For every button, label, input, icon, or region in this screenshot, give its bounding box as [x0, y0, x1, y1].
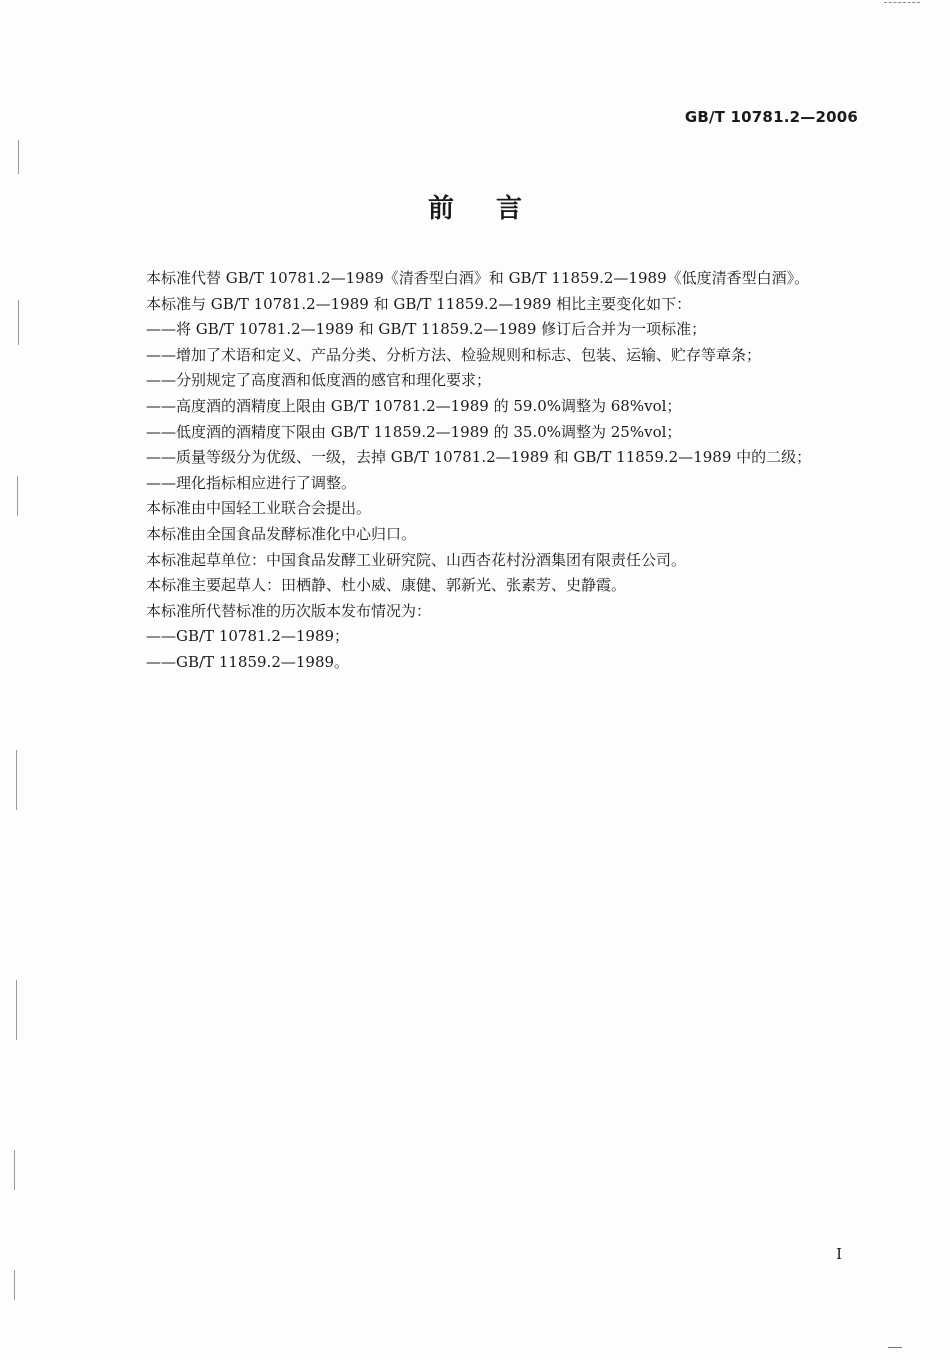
- preface-line: ——增加了术语和定义、产品分类、分析方法、检验规则和标志、包装、运输、贮存等章条；: [146, 345, 762, 364]
- preface-line: ——高度酒的酒精度上限由 GB/T 10781.2—1989 的 59.0%调整为 68%vol；: [146, 396, 682, 415]
- scan-artifact: [14, 1270, 15, 1300]
- page-title: 前言: [427, 194, 564, 224]
- preface-line: 本标准主要起草人：田栖静、杜小威、康健、郭新光、张素芳、史静霞。: [146, 576, 627, 595]
- preface-line: ——将 GB/T 10781.2—1989 和 GB/T 11859.2—1989 修订后合并为一项标准；: [146, 320, 707, 339]
- scan-artifact: [884, 2, 920, 11]
- preface-line: ——理化指标相应进行了调整。: [146, 473, 357, 492]
- preface-line: 本标准与 GB/T 10781.2—1989 和 GB/T 11859.2—1989 相比主要变化如下：: [146, 294, 692, 313]
- preface-body: [146, 266, 866, 676]
- preface-line: 本标准所代替标准的历次版本发布情况为：: [146, 601, 432, 620]
- scan-artifact: [18, 140, 19, 174]
- preface-line: ——GB/T 11859.2—1989。: [146, 652, 350, 671]
- preface-line: 本标准由中国轻工业联合会提出。: [146, 499, 372, 518]
- preface-line: 本标准代替 GB/T 10781.2—1989《清香型白酒》和 GB/T 11859.2—1989《低度清香型白酒》。: [146, 269, 810, 287]
- scan-artifact: [888, 1347, 902, 1348]
- page-number: I: [836, 1245, 842, 1263]
- scan-artifact: [16, 980, 17, 1040]
- scan-artifact: [16, 750, 17, 810]
- preface-line: ——质量等级分为优级、一级，去掉 GB/T 10781.2—1989 和 GB/T 11859.2—1989 中的二级；: [146, 448, 812, 467]
- preface-line: 本标准由全国食品发酵标准化中心归口。: [146, 524, 417, 543]
- preface-line: ——低度酒的酒精度下限由 GB/T 11859.2—1989 的 35.0%调整为 25%vol；: [146, 422, 682, 441]
- scan-artifact: [17, 476, 18, 516]
- scan-artifact: [18, 300, 19, 345]
- preface-line: ——分别规定了高度酒和低度酒的感官和理化要求；: [146, 371, 492, 390]
- scan-artifact: [14, 1150, 15, 1190]
- preface-line: ——GB/T 10781.2—1989；: [146, 627, 350, 646]
- preface-line: 本标准起草单位：中国食品发酵工业研究院、山西杏花村汾酒集团有限责任公司。: [146, 550, 687, 569]
- standard-number: GB/T 10781.2—2006: [684, 108, 858, 126]
